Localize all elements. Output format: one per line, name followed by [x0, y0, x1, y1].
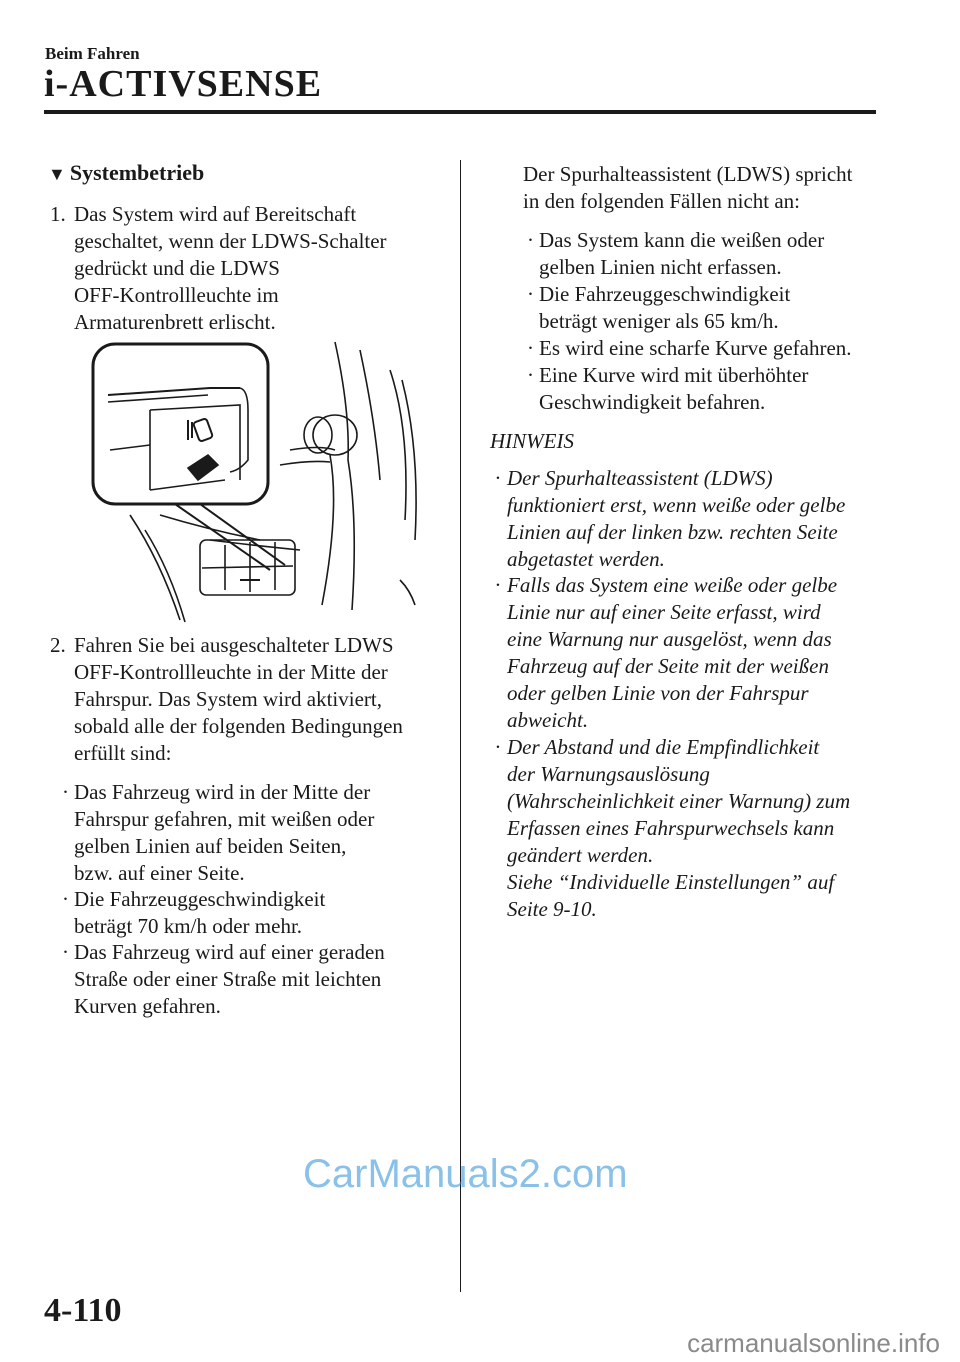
note-line: eine Warnung nur ausgelöst, wenn das — [507, 627, 832, 651]
chapter-label: Beim Fahren — [45, 44, 140, 63]
bullet-dot-icon: · — [62, 780, 69, 804]
condition-bullet — [62, 939, 452, 1020]
exception-bullet — [527, 335, 947, 362]
triangle-marker-icon: ▼ — [48, 164, 66, 184]
note-line: Der Abstand und die Empfindlichkeit — [507, 735, 820, 759]
note-bullet — [495, 465, 915, 573]
bullet-line: bzw. auf einer Seite. — [74, 861, 245, 885]
exception-bullet — [527, 227, 927, 281]
column-divider — [460, 160, 461, 1292]
bullet-line: Das System kann die weißen oder — [539, 228, 825, 252]
header-rule — [44, 110, 876, 114]
step-line: Fahren Sie bei ausgeschalteter LDWS — [74, 633, 394, 657]
note-line: Der Spurhalteassistent (LDWS) — [507, 466, 773, 490]
note-bullet — [495, 734, 915, 923]
numbered-step-2 — [50, 632, 450, 767]
ldws-switch-illustration — [90, 340, 420, 625]
step-line: OFF-Kontrollleuchte in der Mitte der — [74, 660, 388, 684]
bullet-line: Geschwindigkeit befahren. — [539, 390, 766, 414]
step-line: OFF-Kontrollleuchte im — [74, 283, 279, 307]
bullet-line: Kurven gefahren. — [74, 994, 221, 1018]
note-line: funktioniert erst, wenn weiße oder gelbe — [507, 493, 846, 517]
note-line: Linien auf der linken bzw. rechten Seite — [507, 520, 838, 544]
bullet-line: beträgt 70 km/h oder mehr. — [74, 914, 303, 938]
note-line: geändert werden. — [507, 843, 654, 867]
intro-line: in den folgenden Fällen nicht an: — [523, 189, 801, 213]
exception-bullet — [527, 362, 927, 416]
bullet-line: Eine Kurve wird mit überhöhter — [539, 363, 809, 387]
bullet-line: Das Fahrzeug wird in der Mitte der — [74, 780, 371, 804]
step-number: 2. — [50, 633, 66, 657]
bullet-dot-icon: · — [62, 940, 69, 964]
note-bullet — [495, 572, 915, 734]
step-line: erfüllt sind: — [74, 741, 172, 765]
bullet-line: Die Fahrzeuggeschwindigkeit — [74, 887, 326, 911]
step-line: Fahrspur. Das System wird aktiviert, — [74, 687, 382, 711]
note-line: der Warnungsauslösung — [507, 762, 710, 786]
condition-bullet — [62, 779, 452, 887]
note-line: Siehe “Individuelle Einstellungen” auf — [507, 870, 835, 894]
bullet-line: Das Fahrzeug wird auf einer geraden — [74, 940, 385, 964]
note-line: Fahrzeug auf der Seite mit der weißen — [507, 654, 829, 678]
step-number: 1. — [50, 202, 66, 226]
bullet-dot-icon: · — [527, 282, 534, 306]
note-line: Linie nur auf einer Seite erfasst, wird — [507, 600, 821, 624]
section-heading-text: Systembetrieb — [69, 160, 205, 185]
section-heading — [48, 160, 204, 186]
note-line: Erfassen eines Fahrspurwechsels kann — [507, 816, 835, 840]
bullet-dot-icon: · — [527, 228, 534, 252]
step-line: Armaturenbrett erlischt. — [74, 310, 276, 334]
page-title: i-ACTIVSENSE — [44, 63, 323, 105]
footer-site-link[interactable]: carmanualsonline.info — [687, 1328, 940, 1358]
step-line: sobald alle der folgenden Bedingungen — [74, 714, 403, 738]
dashboard-drawing — [90, 340, 420, 625]
note-line: abweicht. — [507, 708, 589, 732]
note-line: oder gelben Linie von der Fahrspur — [507, 681, 809, 705]
step-line: geschaltet, wenn der LDWS-Schalter — [74, 229, 387, 253]
page-number: 4-110 — [44, 1292, 122, 1329]
bullet-dot-icon: · — [62, 887, 69, 911]
bullet-line: gelben Linien nicht erfassen. — [539, 255, 782, 279]
right-intro — [523, 161, 923, 215]
watermark-text: CarManuals2.com — [303, 1152, 628, 1196]
exception-bullet — [527, 281, 927, 335]
bullet-dot-icon: · — [495, 573, 501, 597]
bullet-dot-icon: · — [527, 363, 534, 387]
condition-bullet — [62, 886, 452, 940]
note-line: Falls das System eine weiße oder gelbe — [507, 573, 838, 597]
note-title: HINWEIS — [490, 429, 574, 453]
numbered-step-1 — [50, 201, 450, 336]
step-line: gedrückt und die LDWS — [74, 256, 280, 280]
note-line: abgetastet werden. — [507, 547, 665, 571]
note-line: (Wahrscheinlichkeit einer Warnung) zum — [507, 789, 851, 813]
bullet-line: Straße oder einer Straße mit leichten — [74, 967, 382, 991]
bullet-line: Die Fahrzeuggeschwindigkeit — [539, 282, 791, 306]
bullet-dot-icon: · — [495, 466, 501, 490]
bullet-line: beträgt weniger als 65 km/h. — [539, 309, 779, 333]
step-line: Das System wird auf Bereitschaft — [74, 202, 357, 226]
bullet-line: Es wird eine scharfe Kurve gefahren. — [539, 336, 852, 360]
bullet-dot-icon: · — [527, 336, 534, 360]
bullet-dot-icon: · — [495, 735, 501, 759]
bullet-line: Fahrspur gefahren, mit weißen oder — [74, 807, 375, 831]
note-line: Seite 9-10. — [507, 897, 597, 921]
bullet-line: gelben Linien auf beiden Seiten, — [74, 834, 347, 858]
intro-line: Der Spurhalteassistent (LDWS) spricht — [523, 162, 853, 186]
